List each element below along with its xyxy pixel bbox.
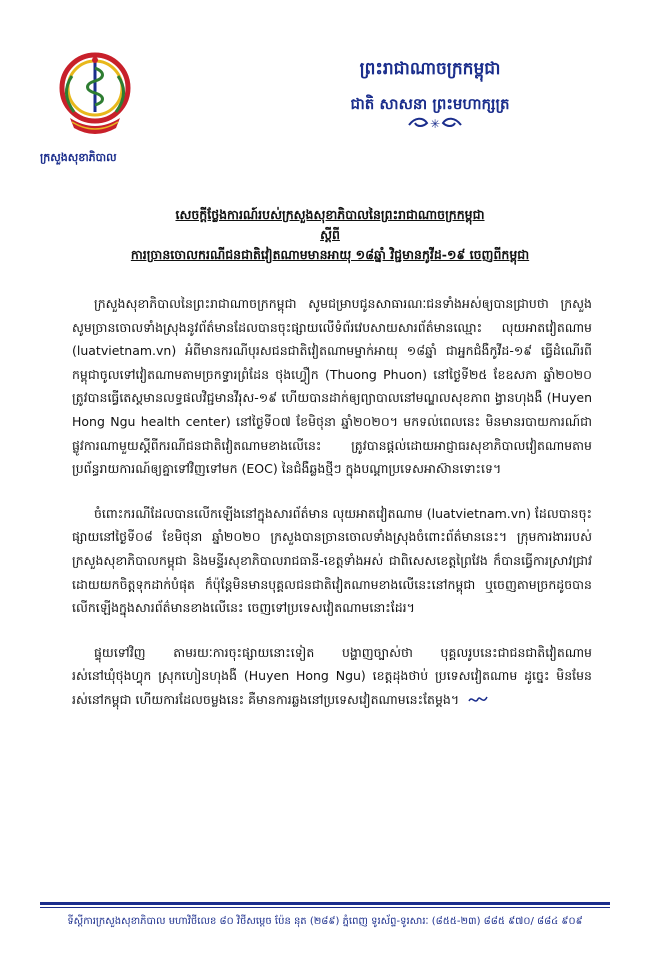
paragraph-3-text: ផ្ទុយទៅវិញ តាមរយៈការចុះផ្សាយនោះទៀត បង្ហាញច្បាស់ថា បុគ្គលរូបនេះជាជនជាតិវៀតណាម រស់នៅឃុំថុងហ្វុក ស្រុកហៀនហុងងឺ (Huyen Hong Ngu) ខេត្តដុងថាប់ ប្រទេសវៀតណាម ដូច្នេះ មិនមែនរស់នៅកម្ពុជា ហើយការដែលចម្លងនេះ គឺមានការឆ្លងនៅប្រទេសវៀតណាមនេះតែម្ដង។	[72, 644, 592, 707]
document-title	[100, 205, 560, 265]
national-motto: ជាតិ សាសនា ព្រះមហាក្សត្រ	[350, 95, 510, 113]
svg-text:✳: ✳	[429, 117, 441, 131]
title-line-3: ការច្រានចោលករណីជនជាតិវៀតណាមមានអាយុ ១៨ឆ្នាំ វិជ្ជមានកូវីដ-១៩ ចេញពីកម្ពុជា	[130, 247, 530, 262]
footer-rule-thin	[40, 907, 610, 908]
footer-rule-thick	[40, 902, 610, 905]
ornament-divider	[405, 113, 465, 133]
signature-initial-icon	[467, 693, 489, 707]
kingdom-title: ព្រះរាជាណាចក្រកម្ពុជា	[359, 59, 501, 79]
paragraph-3	[72, 641, 592, 712]
kingdom-header	[265, 58, 595, 117]
ministry-logo-block	[40, 48, 150, 167]
ministry-of-health-logo	[50, 48, 140, 143]
title-line-1: សេចក្ដីថ្លែងការណ៍របស់ក្រសួងសុខាភិបាលនៃព្រះរាជាណាចក្រកម្ពុជា	[175, 207, 485, 222]
footer-address: ទីស្ដីការក្រសួងសុខាភិបាល មហាវិថីលេខ ៨០ វិថីសម្ដេច ប៉ែន នុត (២៨៩) ភ្នំពេញ ទូរស័ព្ទ-ទូរសារៈ (៨៥៥-២៣) ៨៨៥ ៩៧០/ ៨៨៤ ៩០៩	[67, 916, 583, 927]
title-line-2: ស្ដីពី	[320, 227, 340, 242]
paragraph-2: ចំពោះករណីដែលបានលើកឡើងនៅក្នុងសារព័ត៌មាន លុយអាតវៀតណាម (luatvietnam.vn) ដែលបានចុះផ្សាយនៅថ្ងៃទី០៨ ខែមិថុនា ឆ្នាំ២០២០ ក្រសួងបានច្រានចោលទាំងស្រុងចំពោះព័ត៌មាននេះ។ ក្រុមការងាររបស់ក្រសួងសុខាភិបាលកម្ពុជា និងមន្ទីរសុខាភិបាលរាជធានី-ខេត្តទាំងអស់ ជាពិសេសខេត្តព្រៃវែង ក៏បានធ្វើការស្រាវជ្រាវដោយយកចិត្តទុកដាក់បំផុត ក៏ប៉ុន្តែមិនមានបុគ្គលជនជាតិវៀតណាមខាងលើនេះនៅកម្ពុជា ឬចេញតាមច្រកដូចបានលើកឡើងក្នុងសារព័ត៌មានខាងលើនេះ ចេញទៅប្រទេសវៀតណាមនោះដែរ។	[72, 505, 592, 616]
paragraph-1: ក្រសួងសុខាភិបាលនៃព្រះរាជាណាចក្រកម្ពុជា សូមជម្រាបជូនសាធារណៈជនទាំងអស់ឲ្យបានជ្រាបថា ក្រសួងសូមច្រានចោលទាំងស្រុងនូវព័ត៌មានដែលបានចុះផ្សាយលើទំព័រវេបសាយសារព័ត៌មានឈ្មោះ លុយអាតវៀតណាម (luatvietnam.vn) អំពីមានករណីបុរសជនជាតិវៀតណាមម្នាក់អាយុ ១៨ឆ្នាំ ជាអ្នកជំងឺកូវីដ-១៩ ធ្វើដំណើរពីកម្ពុជាចូលទៅវៀតណាមតាមច្រកទ្វារព្រំដែន ថុងហ្វឿក (Thuong Phuon) នៅថ្ងៃទី២៥ ខែឧសភា ឆ្នាំ២០២០ ត្រូវបានធ្វើតេស្តមានលទ្ធផលវិជ្ជមានវីរុស-១៩ ហើយបានដាក់ឲ្យព្យាបាលនៅមណ្ឌលសុខភាព ង្វានហុងងឺ (Huyen Hong Ngu health center) នៅថ្ងៃទី០៧ ខែមិថុនា ឆ្នាំ២០២០។ មកទល់ពេលនេះ មិនមានរបាយការណ៍ជាផ្លូវការណាមួយស្ដីពីករណីជនជាតិវៀតណាមខាងលើនេះ ត្រូវបានផ្ដល់ដោយអាជ្ញាធរសុខាភិបាលវៀតណាមតាមប្រព័ន្ធរាយការណ៍ឲ្យគ្នាទៅវិញទៅមក (EOC) នៃជំងឺឆ្លងថ្មីៗ ក្នុងបណ្ដាប្រទេសអាស៊ានទោះទេ។	[72, 296, 592, 477]
ministry-name: ក្រសួងសុខាភិបាល	[40, 151, 117, 164]
document-body	[72, 292, 592, 733]
